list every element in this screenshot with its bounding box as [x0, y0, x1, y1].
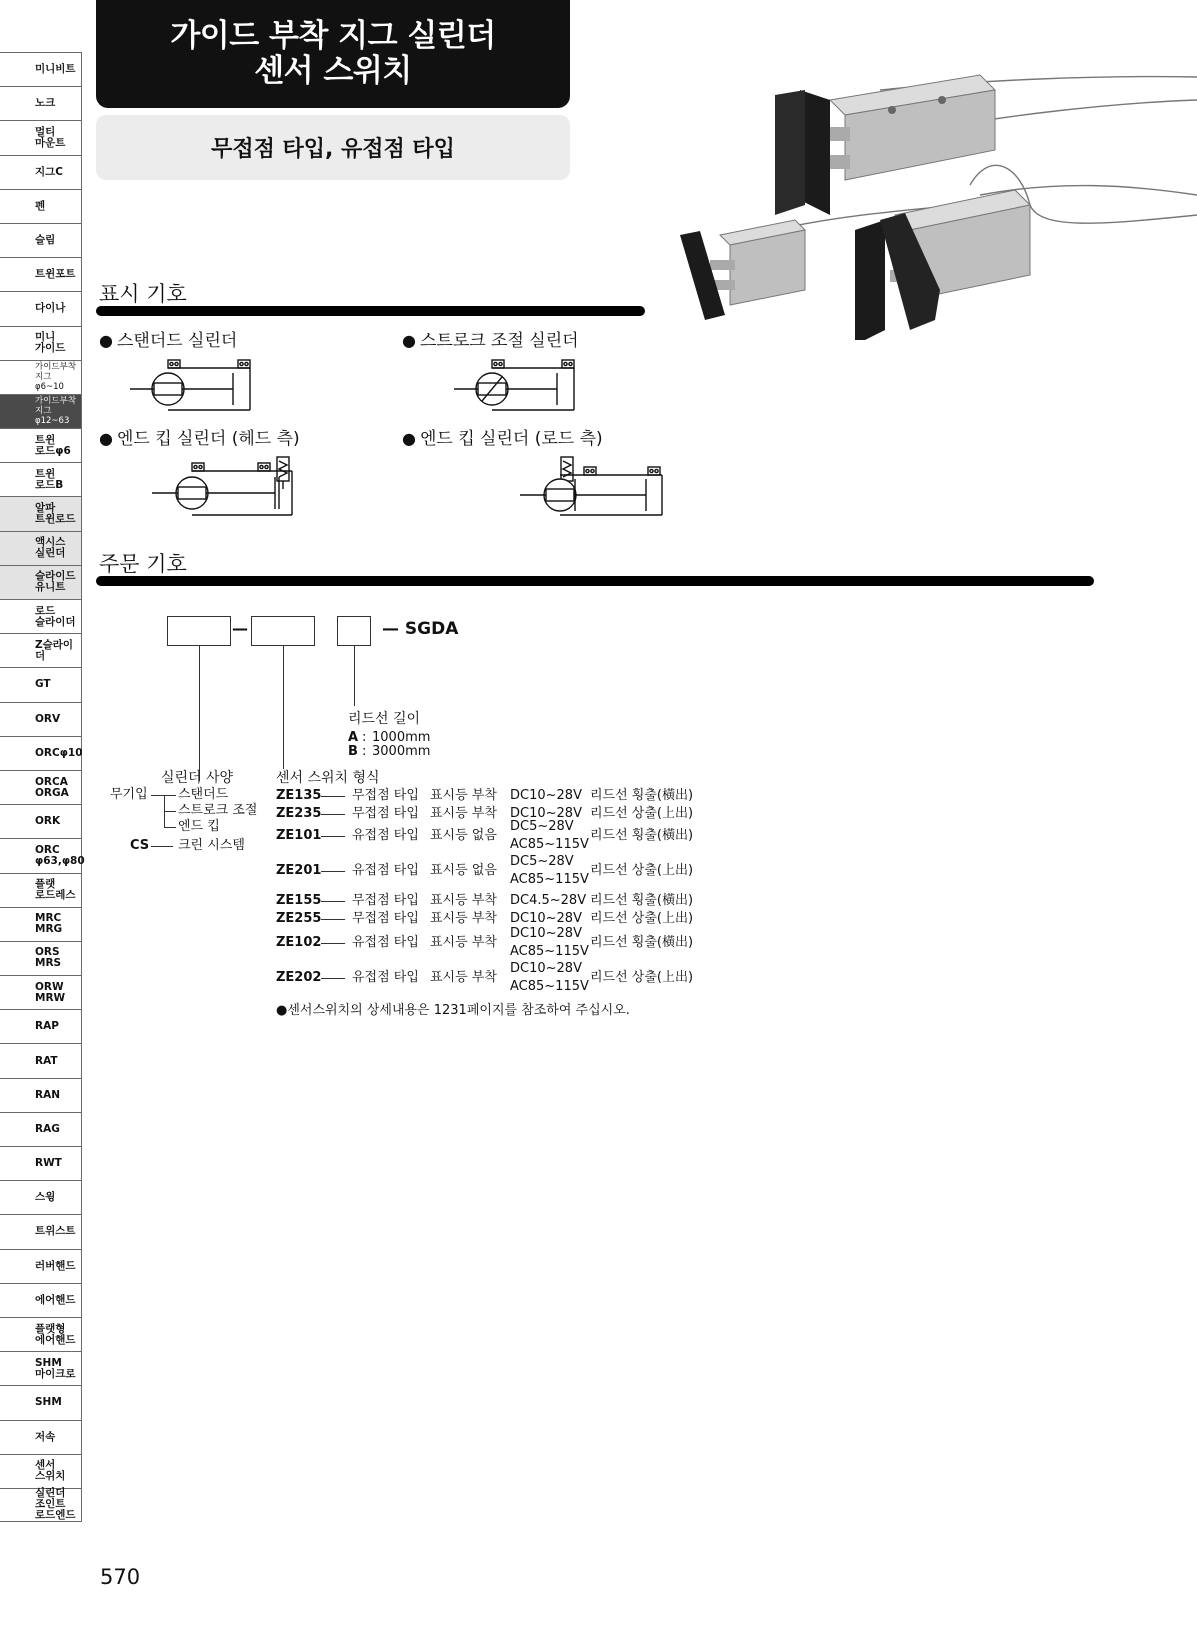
sensor-type: 유접점 타입 [352, 863, 419, 878]
sensor-voltage: DC10~28V [510, 911, 582, 926]
leader-line [321, 978, 345, 979]
sensor-type: 무접점 타입 [352, 806, 419, 821]
sidebar-item[interactable]: Z슬라이더 [0, 633, 82, 667]
sidebar-item[interactable]: SHM [0, 1385, 82, 1419]
sensor-indicator: 표시등 부착 [430, 806, 497, 821]
sensor-voltage: DC10~28V [510, 788, 582, 803]
sensor-lead-direction: 리드선 상출(上出) [590, 970, 694, 985]
leader-line [321, 814, 345, 815]
bullet-icon: ● [402, 429, 416, 448]
sidebar-item[interactable]: 미니 가이드 [0, 326, 82, 360]
symbol-title-end-keep-head: ● 엔드 킵 실린더 (헤드 측) [99, 429, 300, 449]
sensor-voltage: AC85~115V [510, 944, 589, 959]
sensor-title: 센서 스위치 형식 [276, 770, 380, 786]
stroke-adjust-cylinder-symbol [452, 355, 584, 415]
product-photo [680, 55, 1197, 345]
sensor-indicator: 표시등 부착 [430, 893, 497, 908]
sensor-code: ZE155 [276, 893, 322, 908]
sensor-type: 무접점 타입 [352, 788, 419, 803]
sensor-note: ●센서스위치의 상세내용은 1231페이지를 참조하여 주십시오. [276, 1003, 630, 1018]
connector-line [354, 646, 355, 706]
leader-line [321, 919, 345, 920]
sidebar-item[interactable]: 멀티 마운트 [0, 120, 82, 154]
sensor-type: 무접점 타입 [352, 911, 419, 926]
sensor-type: 유접점 타입 [352, 828, 419, 843]
cylinder-spec-blank: 무기입 [110, 787, 148, 802]
sidebar-item[interactable]: 실린더 조인트 로드엔드 [0, 1488, 82, 1522]
sidebar-item[interactable]: SHM 마이크로 [0, 1351, 82, 1385]
connector-line [199, 646, 200, 781]
order-box-cylinder [167, 616, 231, 646]
sidebar-item[interactable]: 플랫형 에어핸드 [0, 1317, 82, 1351]
sidebar-nav [0, 52, 85, 1522]
sensor-indicator: 표시등 없음 [430, 828, 497, 843]
sensor-code: ZE101 [276, 828, 322, 843]
sensor-type: 유접점 타입 [352, 935, 419, 950]
sensor-lead-direction: 리드선 상출(上出) [590, 806, 694, 821]
sidebar-item[interactable]: 트윈 로드φ6 [0, 428, 82, 462]
lead-value-b: 3000mm [372, 744, 431, 759]
leader-line [151, 846, 173, 847]
lead-code-a: A [348, 730, 359, 745]
lead-length-title: 리드선 길이 [348, 711, 421, 727]
lead-sep-a: : [362, 730, 367, 745]
page-title [96, 0, 570, 108]
sidebar-item[interactable]: ORS MRS [0, 941, 82, 975]
connector-line [283, 646, 284, 769]
sidebar-item[interactable]: 스윙 [0, 1180, 82, 1214]
sidebar-item[interactable]: ORW MRW [0, 975, 82, 1009]
spec-item-stroke-adjust: 스트로크 조절 [178, 803, 258, 818]
bracket-line [164, 811, 176, 812]
sensor-voltage: DC10~28V [510, 926, 582, 941]
sidebar-item[interactable]: 러버핸드 [0, 1249, 82, 1283]
sensor-indicator: 표시등 부착 [430, 970, 497, 985]
sensor-voltage: DC4.5~28V [510, 893, 587, 908]
title-line-2: 센서 스위치 [254, 53, 412, 89]
sensor-voltage: DC10~28V [510, 806, 582, 821]
end-keep-head-symbol [150, 455, 295, 520]
lead-code-b: B [348, 744, 358, 759]
sensor-voltage: DC10~28V [510, 961, 582, 976]
sidebar-item[interactable]: 슬라이드 유니트 [0, 565, 82, 599]
symbol-title-end-keep-rod: ● 엔드 킵 실린더 (로드 측) [402, 429, 603, 449]
spec-item-end-keep: 엔드 킵 [178, 819, 220, 834]
sidebar-item[interactable]: 슬림 [0, 223, 82, 257]
sensor-code: ZE102 [276, 935, 322, 950]
sensor-code: ZE235 [276, 806, 322, 821]
order-box-sensor [251, 616, 315, 646]
sensor-code: ZE255 [276, 911, 322, 926]
lead-value-a: 1000mm [372, 730, 431, 745]
sidebar-item[interactable]: RAG [0, 1112, 82, 1146]
order-dash: — [232, 619, 248, 638]
order-model-code: — SGDA [382, 619, 459, 639]
standard-cylinder-symbol [128, 355, 260, 415]
symbol-title-standard: ● 스탠더드 실린더 [99, 331, 238, 351]
sensor-voltage: DC5~28V [510, 854, 574, 869]
sensor-type: 유접점 타입 [352, 970, 419, 985]
leader-line [321, 796, 345, 797]
leader-line [321, 901, 345, 902]
sidebar-item[interactable]: 미니비트 [0, 52, 82, 86]
sidebar-item[interactable]: 센서 스위치 [0, 1454, 82, 1488]
symbol-title-stroke-adjust: ● 스트로크 조절 실린더 [402, 331, 579, 351]
sidebar-item[interactable]: ORK [0, 804, 82, 838]
sidebar-item[interactable]: 저속 [0, 1420, 82, 1454]
sidebar-item[interactable]: RAN [0, 1078, 82, 1112]
sensor-code: ZE201 [276, 863, 322, 878]
spec-cs-label: 크린 시스템 [178, 838, 245, 853]
sensor-lead-direction: 리드선 상출(上出) [590, 911, 694, 926]
leader-line [321, 871, 345, 872]
cylinder-spec-title: 실린더 사양 [161, 770, 234, 786]
leader-line [321, 943, 345, 944]
sidebar-item[interactable]: ORV [0, 702, 82, 736]
order-heading-rule [96, 576, 1094, 586]
sidebar-item[interactable]: 다이나 [0, 291, 82, 325]
sidebar-item[interactable]: 노크 [0, 86, 82, 120]
sidebar-item[interactable]: 액시스 실린더 [0, 531, 82, 565]
sidebar-item[interactable]: RWT [0, 1146, 82, 1180]
sensor-code: ZE202 [276, 970, 322, 985]
sidebar-item[interactable]: 펜 [0, 189, 82, 223]
spec-item-standard: 스탠더드 [178, 787, 229, 802]
sensor-voltage: AC85~115V [510, 979, 589, 994]
bracket-line [151, 795, 164, 796]
bracket-line [164, 795, 176, 796]
order-box-lead [337, 616, 371, 646]
sensor-type: 무접점 타입 [352, 893, 419, 908]
bracket-line [164, 827, 176, 828]
sidebar-item[interactable]: GT [0, 667, 82, 701]
sensor-indicator: 표시등 부착 [430, 935, 497, 950]
sidebar-item[interactable]: 플랫 로드레스 [0, 873, 82, 907]
order-heading: 주문 기호 [99, 552, 187, 576]
bullet-icon: ● [402, 331, 416, 350]
sidebar-item[interactable]: ORCφ10 [0, 736, 82, 770]
sensor-code: ZE135 [276, 788, 322, 803]
sensor-voltage: AC85~115V [510, 837, 589, 852]
sensor-lead-direction: 리드선 횡출(橫出) [590, 828, 694, 843]
lead-sep-b: : [362, 744, 367, 759]
sidebar-item[interactable]: ORC φ63,φ80 [0, 838, 82, 872]
sidebar-item[interactable]: 로드 슬라이더 [0, 599, 82, 633]
symbols-heading: 표시 기호 [99, 282, 187, 306]
sensor-voltage: DC5~28V [510, 819, 574, 834]
sidebar-item[interactable]: 에어핸드 [0, 1283, 82, 1317]
end-keep-rod-symbol [518, 455, 668, 520]
sidebar-item[interactable]: ORCA ORGA [0, 770, 82, 804]
sensor-indicator: 표시등 없음 [430, 863, 497, 878]
bullet-icon: ● [99, 429, 113, 448]
bullet-icon: ● [99, 331, 113, 350]
sidebar-item[interactable]: 알파 트윈로드 [0, 496, 82, 530]
sensor-lead-direction: 리드선 상출(上出) [590, 863, 694, 878]
page-number: 570 [100, 1565, 141, 1589]
sensor-lead-direction: 리드선 횡출(橫出) [590, 935, 694, 950]
sidebar-item[interactable]: 지그C [0, 155, 82, 189]
sensor-lead-direction: 리드선 횡출(橫出) [590, 788, 694, 803]
sidebar-item[interactable]: 트윈포트 [0, 257, 82, 291]
title-line-1: 가이드 부착 지그 실린더 [170, 18, 496, 54]
sensor-indicator: 표시등 부착 [430, 788, 497, 803]
page-subtitle: 무접점 타입, 유접점 타입 [96, 115, 570, 180]
sensor-voltage: AC85~115V [510, 872, 589, 887]
sidebar-item[interactable]: MRC MRG [0, 907, 82, 941]
sidebar-item[interactable]: 트위스트 [0, 1214, 82, 1248]
sensor-lead-direction: 리드선 횡출(橫出) [590, 893, 694, 908]
sidebar-item[interactable]: RAT [0, 1043, 82, 1077]
sidebar-item[interactable]: 가이드부착지그 φ12~63 [0, 394, 82, 428]
sidebar-item[interactable]: RAP [0, 1009, 82, 1043]
symbols-heading-rule [96, 306, 645, 316]
sidebar-item[interactable]: 가이드부착지그 φ6~10 [0, 360, 82, 394]
leader-line [321, 836, 345, 837]
spec-cs-code: CS [130, 838, 150, 853]
sensor-indicator: 표시등 부착 [430, 911, 497, 926]
sidebar-item[interactable]: 트윈 로드B [0, 462, 82, 496]
